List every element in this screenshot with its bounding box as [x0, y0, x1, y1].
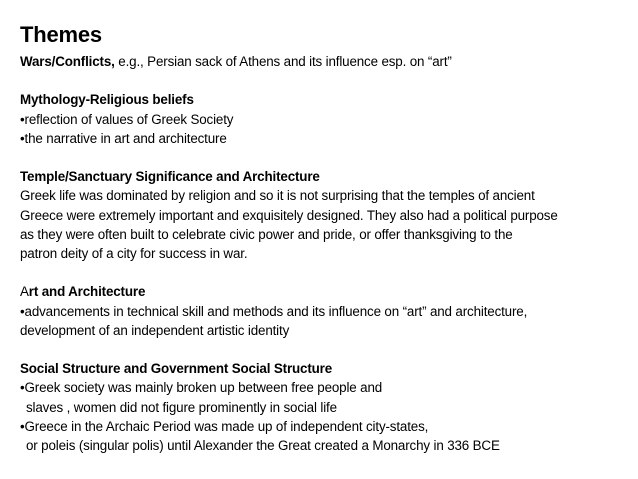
temple-paragraph-line: patron deity of a city for success in war. [20, 246, 248, 261]
temple-paragraph-line: Greek life was dominated by religion and so it is not surprising that the temples of ancient [20, 188, 535, 204]
social-line: or poleis (singular polis) until Alexander the Great created a Monarchy in 336 BCE [26, 438, 500, 453]
art-heading-initial: A [20, 284, 29, 300]
mythology-heading: Mythology-Religious beliefs [20, 92, 194, 108]
temple-heading: Temple/Sanctuary Significance and Architecture [20, 169, 320, 185]
wars-heading: Wars/Conflicts, [20, 54, 115, 69]
art-heading-rest: rt and Architecture [28, 284, 146, 300]
slide-content [20, 22, 630, 455]
wars-text: e.g., Persian sack of Athens and its influence esp. on “art” [114, 54, 452, 69]
art-line: •advancements in technical skill and methods and its influence on “art” and architecture, [20, 303, 528, 319]
mythology-bullet: •reflection of values of Greek Society [20, 111, 234, 127]
spacer [20, 340, 630, 359]
mythology-bullet: •the narrative in art and architecture [20, 130, 227, 146]
social-line: •Greece in the Archaic Period was made up of independent city-states, [20, 418, 429, 434]
temple-paragraph-line: as they were often built to celebrate civic power and pride, or offer thanksgiving to the [20, 226, 513, 242]
art-heading [20, 282, 630, 301]
social-line: •Greek society was mainly broken up between free people and [20, 380, 383, 396]
social-heading: Social Structure and Government Social Structure [20, 361, 333, 377]
temple-paragraph-line: Greece were extremely important and exquisitely designed. They also had a political purpose [20, 207, 558, 223]
wars-line [20, 52, 630, 71]
art-line: development of an independent artistic identity [20, 322, 290, 338]
social-line: slaves , women did not figure prominently in social life [26, 399, 337, 415]
spacer [20, 71, 630, 90]
slide-title: Themes [20, 22, 102, 47]
spacer [20, 263, 630, 282]
spacer [20, 148, 630, 167]
